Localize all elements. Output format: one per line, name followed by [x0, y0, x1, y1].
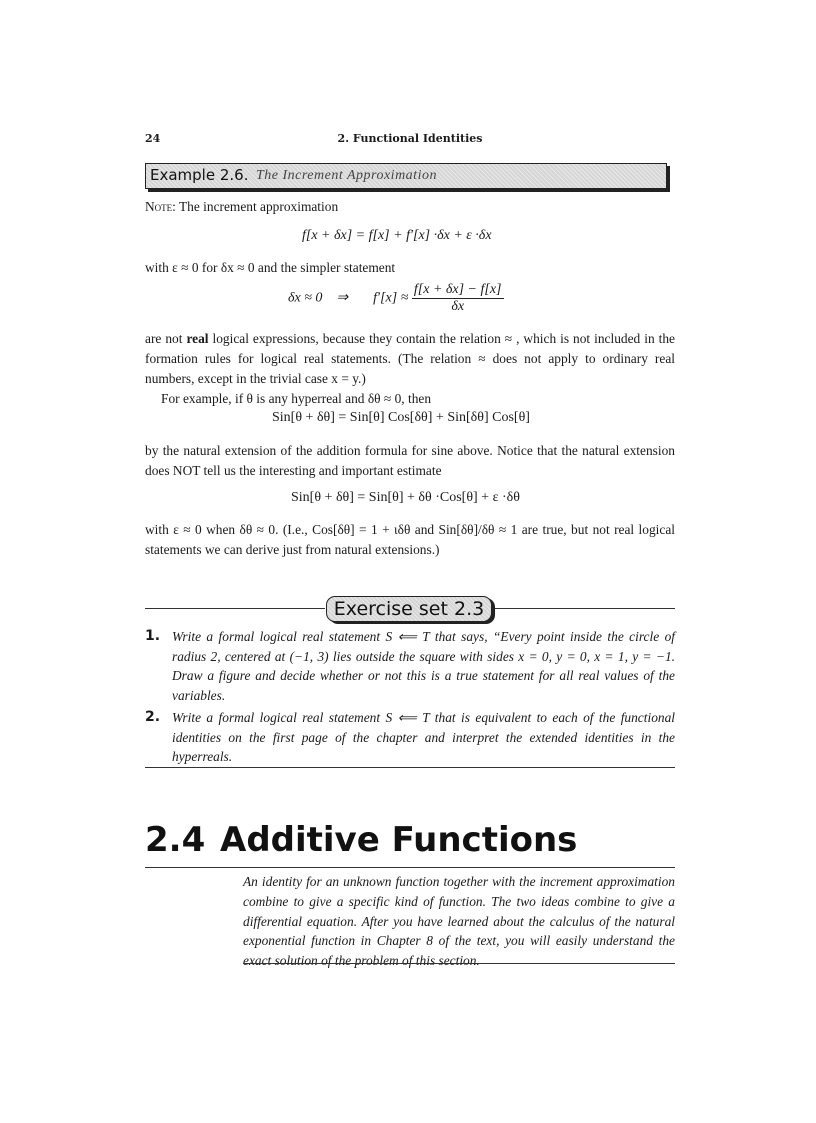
exercise-set-heading — [326, 596, 492, 622]
note-label: Note — [145, 199, 173, 214]
note-paragraph — [145, 197, 675, 217]
equation-sine-addition: Sin[θ + δθ] = Sin[θ] Cos[δθ] + Sin[δθ] Cos[θ] — [272, 410, 530, 425]
equation-simpler-statement — [288, 282, 504, 315]
paragraph-conclusion — [145, 520, 675, 560]
paragraph-4-text: with ε ≈ 0 when δθ ≈ 0. (I.e., Cos[δθ] = 1 + ιδθ and Sin[δθ]/δθ ≈ 1 are true, but not real logical statements we can derive just from natural extensions.) — [145, 522, 675, 557]
exercise-item — [145, 627, 675, 705]
paragraph-1-start: are not — [145, 331, 187, 346]
example-label: Example 2.6. — [150, 166, 249, 184]
equation-2-left: δx ≈ 0 ⇒ — [288, 290, 349, 306]
exercise-rule-left — [145, 608, 325, 609]
section-number: 2.4 — [145, 820, 206, 860]
section-rule-bottom — [243, 963, 675, 964]
section-rule-top — [145, 867, 675, 868]
exercise-rule-right — [494, 608, 675, 609]
equation-2-fraction — [412, 282, 504, 315]
note-text: : The increment approximation — [172, 199, 339, 214]
bold-real: real — [186, 331, 209, 346]
exercise-number: 1. — [145, 628, 161, 644]
paragraph-1-rest: logical expressions, because they contain the relation ≈ , which is not included in the formation rules for logical real statements. (The relation ≈ does not apply to ordinary real numbers, except in the trivial case x = y.) — [145, 331, 675, 386]
with-line — [145, 258, 675, 278]
paragraph-2: For example, if θ is any hyperreal and δθ ≈ 0, then — [161, 391, 432, 406]
exercise-number: 2. — [145, 709, 161, 725]
exercise-text: Write a formal logical real statement S ⟸ T that says, “Every point inside the circle of radius 2, centered at (−1, 3) lies outside the square with sides x = 0, y = 0, x = 1, y = −1. Draw a figure and decide whether or not this is a true statement for all real values of the variables. — [172, 629, 675, 703]
section-abstract: An identity for an unknown function together with the increment approximation combine to give a specific kind of function. The two ideas combine to give a differential equation. After you have learned about the calculus of the natural exponential function in Chapter 8 of the text, you will easily understand the exact solution of the problem of this section. — [243, 874, 675, 969]
section-title: Additive Functions — [220, 820, 578, 860]
equation-2-mid: f′[x] ≈ — [373, 290, 409, 306]
exercise-set-title: Exercise set 2.3 — [333, 598, 485, 620]
exercise-rule-bottom — [145, 767, 675, 768]
equation-increment-approximation: f[x + δx] = f[x] + f′[x] ·δx + ε ·δx — [302, 228, 492, 243]
example-title: The Increment Approximation — [256, 168, 437, 183]
chapter-title: 2. Functional Identities — [337, 132, 483, 145]
paragraph-3-text: by the natural extension of the addition formula for sine above. Notice that the natural extension does NOT tell us the interesting and important estimate — [145, 443, 675, 478]
exercise-item — [145, 708, 675, 767]
section-heading — [145, 820, 577, 860]
equation-sine-estimate: Sin[θ + δθ] = Sin[θ] + δθ ·Cos[θ] + ε ·δθ — [291, 490, 520, 505]
page-number: 24 — [145, 132, 161, 145]
exercise-text: Write a formal logical real statement S ⟸ T that is equivalent to each of the functional identities on the first page of the chapter and interpret the extended identities in the hyperreals. — [172, 710, 675, 764]
with-line-text: with ε ≈ 0 for δx ≈ 0 and the simpler statement — [145, 260, 396, 275]
paragraph-natural-extension — [145, 441, 675, 481]
example-heading-box — [145, 163, 667, 189]
paragraph-not-real — [145, 329, 675, 409]
fraction-denominator: δx — [451, 299, 465, 314]
fraction-numerator: f[x + δx] − f[x] — [413, 282, 502, 297]
